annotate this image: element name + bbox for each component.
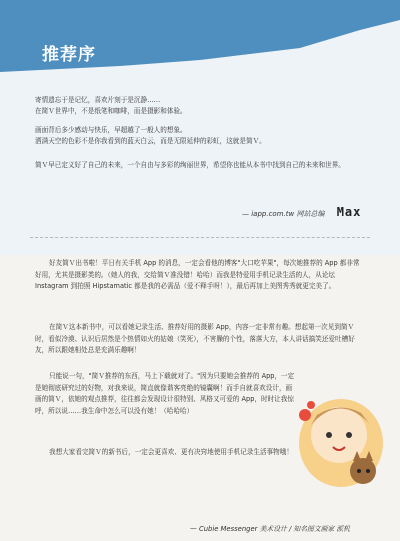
signature-logo: Max	[336, 205, 362, 219]
girl-with-cat-illustration	[291, 383, 391, 493]
page-title: 推荐序	[42, 45, 96, 65]
intro-paragraph-2: 画面背后多少感动与快乐，早超越了一般人的想象。 洒满天空的色彩不是你我看到的蓝天白云，而是无限延伸的彩虹，这就是简Ｖ。	[35, 126, 266, 145]
intro-paragraph-1: 寄情遗忘于是记忆，喜欢片刻于是沉静…… 在简Ｖ世界中，不是纸笔和咖啡，而是摄影和体验。	[35, 96, 187, 115]
body-paragraph-2: 在简Ｖ这本新书中，可以看她记录生活、推荐好用的摄影 App，内容一定非常有趣。想起第一次见到简Ｖ时，看似冷漠、认识后居然是个热情如火的姑娘（笑死），不害臊的个性，落落大方，本人讲话搞笑还爱吐槽好友，所以跟她相处总是充满乐趣啊！	[35, 323, 355, 354]
signature-1-text: — iapp.com.tw 网站总编	[242, 210, 325, 218]
body-paragraph-4: 我想大家看完简Ｖ的新书后，一定会更喜欢、更有决窍地使用手机记录生活事物哦！	[49, 448, 293, 456]
signature-2: — Cubie Messenger 美术设计 / 知名图文画家 派机	[190, 525, 350, 533]
body-paragraph-1: 好友简Ｖ出书啦！平日有关手机 App 的消息，一定会看他的博客"大口吃苹果"，每次她推荐的 App 都非常好用，尤其是摄影类的。（她人的我，交给简Ｖ准没错！哈哈）而我是特爱用手机记录生活的人，从论坛 Instagram 到拍照 Hipstamatic 都是我的必需品（爱不释手呀！），最后再加上美图秀秀就更完美了。	[35, 259, 360, 290]
body-paragraph-3: 只能说一句，"简Ｖ推荐的东西，马上下载就对了。"因为只要她会推荐的 App，一定是她彻底研究过的好物，对我来说，简直就像谐客亮绝的镜囊啊！而手自就喜欢设计，画画的简Ｖ，依她的观点推荐，往往都会发现设计很特别、风格又可爱的 App，时时让我惊呼，所以说……我生命中怎么可以没有她！（哈哈哈）	[35, 372, 295, 415]
signature-1	[242, 205, 361, 219]
intro-paragraph-3: 简Ｖ早已定义好了自己的未来，一个自由与多彩的绚丽世界，希望你也能从本书中找到自己的未来和世界。	[35, 161, 345, 169]
section-divider	[30, 237, 370, 238]
